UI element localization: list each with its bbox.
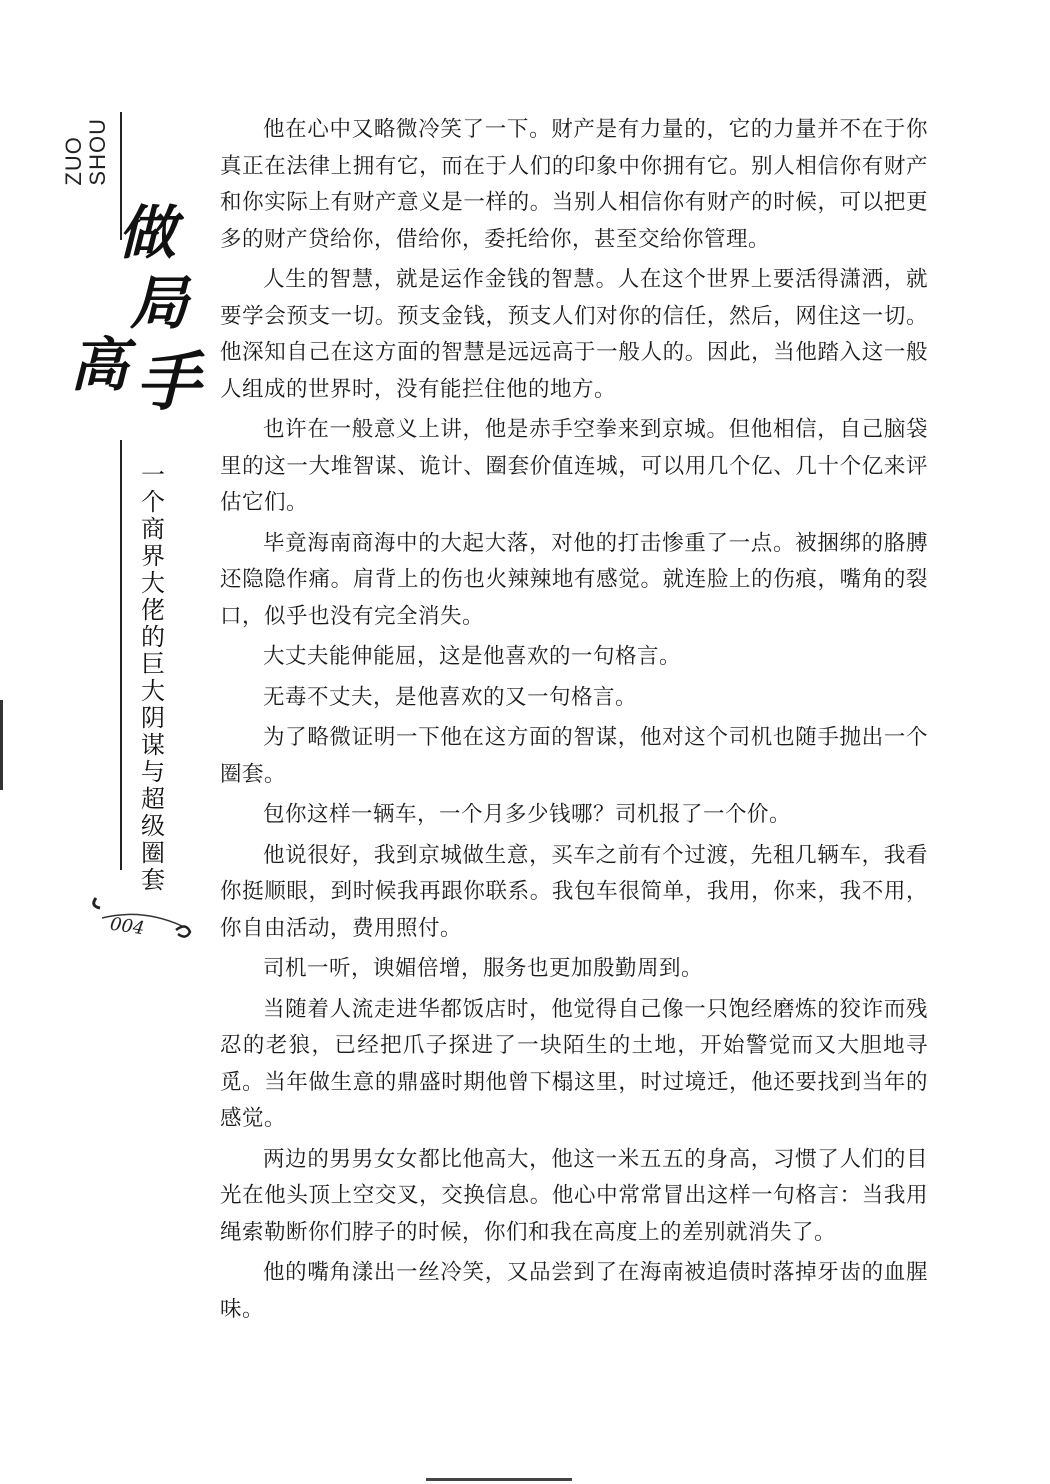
paragraph: 大丈夫能伸能屈，这是他喜欢的一句格言。 [263,644,682,669]
paragraph: 他说很好，我到京城做生意，买车之前有个过渡，先租几辆车，我看你挺顺眼，到时候我再跟你联系。我包车很简单，我用，你来，我不用，你自由活动，费用照付。 [220,842,928,941]
paragraph: 两边的男男女女都比他高大，他这一米五五的身高，习惯了人们的目光在他头顶上空交叉，交换信息。他心中常常冒出这样一句格言：当我用绳索勒断你们脖子的时候，你们和我在高度上的差别就消失了。 [220,1146,928,1245]
paragraph: 司机一听，谀媚倍增，服务也更加殷勤周到。 [263,956,704,981]
paragraph: 当随着人流走进华都饭店时，他觉得自己像一只饱经磨炼的狡诈而残忍的老狼，已经把爪子探进了一块陌生的土地，开始警觉而又大胆地寻觅。当年做生意的鼎盛时期他曾下榻这里，时过境迁，他还要找到当年的感觉。 [220,996,928,1131]
scan-edge-mark [0,700,3,790]
pinyin-line-1: ZUO [61,136,86,186]
book-subtitle: 一个商界大佬的巨大阴谋与超级圈套 [141,461,165,894]
page-number: 004 [108,913,146,940]
paragraph: 他在心中又略微冷笑了一下。财产是有力量的，它的力量并不在于你真正在法律上拥有它，而在于人们的印象中你拥有它。别人相信你有财产和你实际上有财产意义是一样的。当别人相信你有财产的时候，可以把更多的财产贷给你，借给你，委托给你，甚至交给你管理。 [220,117,928,252]
body-text [220,112,928,1332]
page-number-ornament [88,888,198,948]
title-char-4: 手 [136,345,200,420]
paragraph: 也许在一般意义上讲，他是赤手空拳来到京城。但他相信，自己脑袋里的这一大堆智谋、诡计、圈套价值连城，可以用几个亿、几十个亿来评估它们。 [220,417,928,515]
title-char-3: 高 [70,331,129,399]
pinyin-line-2: SHOU [85,118,110,186]
paragraph: 毕竟海南商海中的大起大落，对他的打击惨重了一点。被捆绑的胳膊还隐隐作痛。肩背上的伤也火辣辣地有感觉。就连脸上的伤痕，嘴角的裂口，似乎也没有完全消失。 [220,530,928,629]
title-char-1: 做 [118,199,177,267]
scan-bottom-mark [426,1478,572,1481]
title-char-2: 局 [130,269,189,337]
paragraph: 包你这样一辆车，一个月多少钱哪？司机报了一个价。 [263,802,792,827]
paragraph: 为了略微证明一下他在这方面的智谋，他对这个司机也随手抛出一个圈套。 [220,725,928,787]
paragraph: 他的嘴角漾出一丝冷笑，又品尝到了在海南被追债时落掉牙齿的血腥味。 [220,1260,928,1322]
paragraph: 无毒不丈夫，是他喜欢的又一句格言。 [263,684,638,710]
paragraph: 人生的智慧，就是运作金钱的智慧。人在这个世界上要活得潇洒，就要学会预支一切。预支金钱，预支人们对你的信任，然后，网住这一切。他深知自己在这方面的智慧是远远高于一般人的。因此，当他踏入这一般人组成的世界时，没有能拦住他的地方。 [220,267,928,402]
series-pinyin [62,118,110,186]
sidebar-rule-middle [120,440,122,870]
